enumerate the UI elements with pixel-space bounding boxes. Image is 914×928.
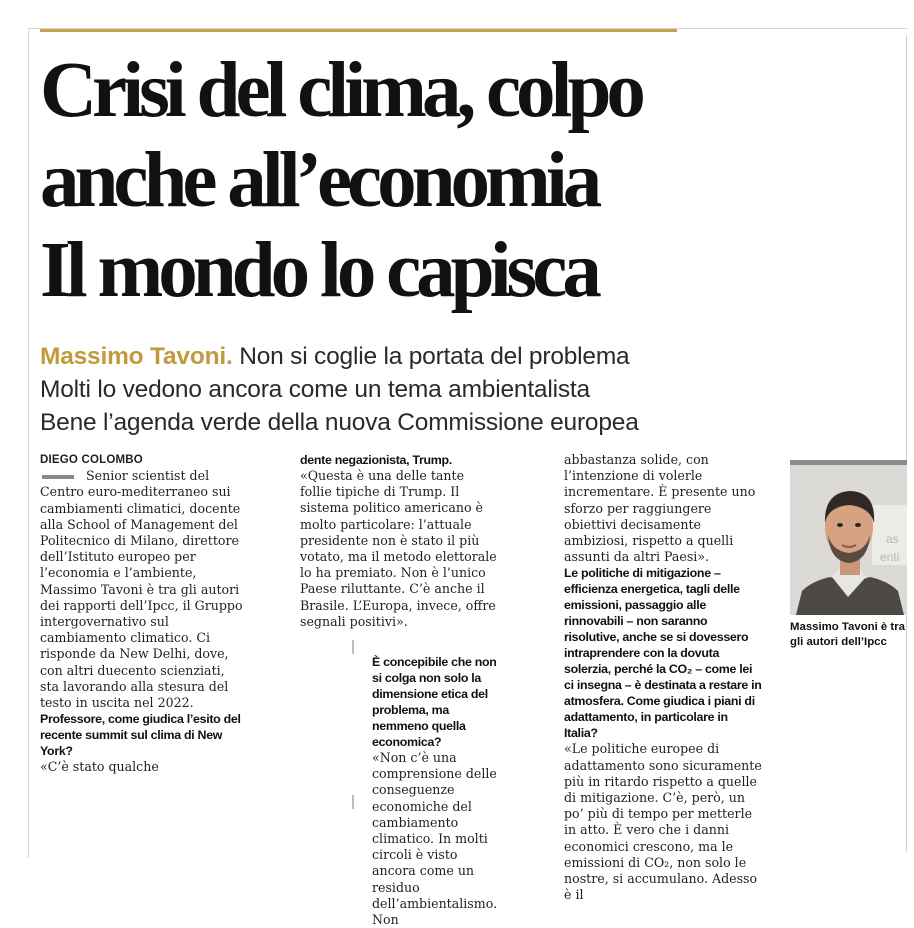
svg-text:enti: enti [880,550,900,564]
backdrop-text: as [886,532,899,546]
byline: DIEGO COLOMBO [40,454,143,466]
headline-line-1: Crisi del clima, colpo [40,47,641,134]
answer-continued-3: abbastanza solide, con l’intenzione di volerle incrementare. È presente uno sforzo per raggiungere obiettivi decisamente ambiziosi, rispetto a quelli assunti da altri Paesi». [564,452,756,565]
answer-3: «Le politiche europee di adattamento sono sicuramente più in ritardo rispetto a quelle di mitigazione. C’è, però, un po’ più di tempo per metterle in atto. È vero che i danni economici crescono, ma le emissioni di CO₂, non solo le nostre, si accumulano. Adesso è il [564,741,762,903]
intro-paragraph: Senior scientist del Centro euro-mediterraneo sui cambiamenti climatici, docente alla School of Management del Politecnico di Milano, direttore dell’Istituto europeo per l’economia e l’ambiente, Massimo Tavoni è tra gli autori dei rapporti dell’Ipcc, il Gruppo intergovernativo sul cambiamento climatico. Ci risponde da New Delhi, dove, con altri duecento scienziati, sta lavorando alla stesura del testo in uscita nel 2022. [40,468,243,711]
answer-2: «Non c’è una comprensione delle conseguenze economiche del cambiamento climatico. In molti circoli è visto ancora come un residuo dell’ambientalismo. Non [372,750,498,928]
column-3 [564,452,764,903]
lead-dash [42,475,74,479]
photo-caption: Massimo Tavoni è tra gli autori dell’Ipcc [790,621,905,648]
subheadline [40,340,740,439]
column-1 [40,452,245,775]
top-rule [40,29,677,32]
subhead-line-1-text: Non si coglie la portata del problema [232,343,630,370]
question-3: Le politiche di mitigazione – efficienza energetica, tagli delle emissioni, passaggio alle rinnovabili – non saranno risolutive, anche se si dovessero intraprendere con la dovuta solerzia, perché la CO₂ – come lei ci insegna – è destinata a restare in atmosfera. Come giudica i piani di adattamento, in particolare in Italia? [564,566,762,741]
page-edge [906,35,907,852]
interviewee-name: Massimo Tavoni. [40,343,233,370]
subhead-line-3: Bene l’agenda verde della nuova Commissione europea [40,409,639,436]
continued-bold-line: dente negazionista, Trump. [300,453,452,467]
question-1: Professore, come giudica l’esito del recente summit sul clima di New York? [40,712,241,759]
answer-1-start: «C’è stato qualche [40,759,159,775]
question-2: È concepibile che non si colga non solo la dimensione etica del problema, ma nemmeno quella economica? [372,655,497,750]
headline-line-2: anche all’economia [40,137,598,224]
subhead-line-2: Molti lo vedono ancora come un tema ambientalista [40,376,590,403]
portrait-illustration [790,465,907,615]
answer-continued: «Questa è una delle tante follie tipiche di Trump. Il sistema politico americano è molto particolare: l’attuale presidente non è stato il più votato, ma il metodo elettorale lo ha premiato. Non è l’unico Paese riluttante. C’è anche il Brasile. L’Europa, invece, offre segnali positivi». [300,468,497,629]
quote-mark-top [352,640,354,654]
narrow-block [372,654,498,928]
column-2 [300,452,498,928]
headline-line-3: Il mondo lo capisca [40,227,597,314]
headline [40,46,700,316]
portrait-photo [790,465,907,615]
subhead-line-1 [40,340,740,373]
quote-mark-bottom [352,795,354,809]
